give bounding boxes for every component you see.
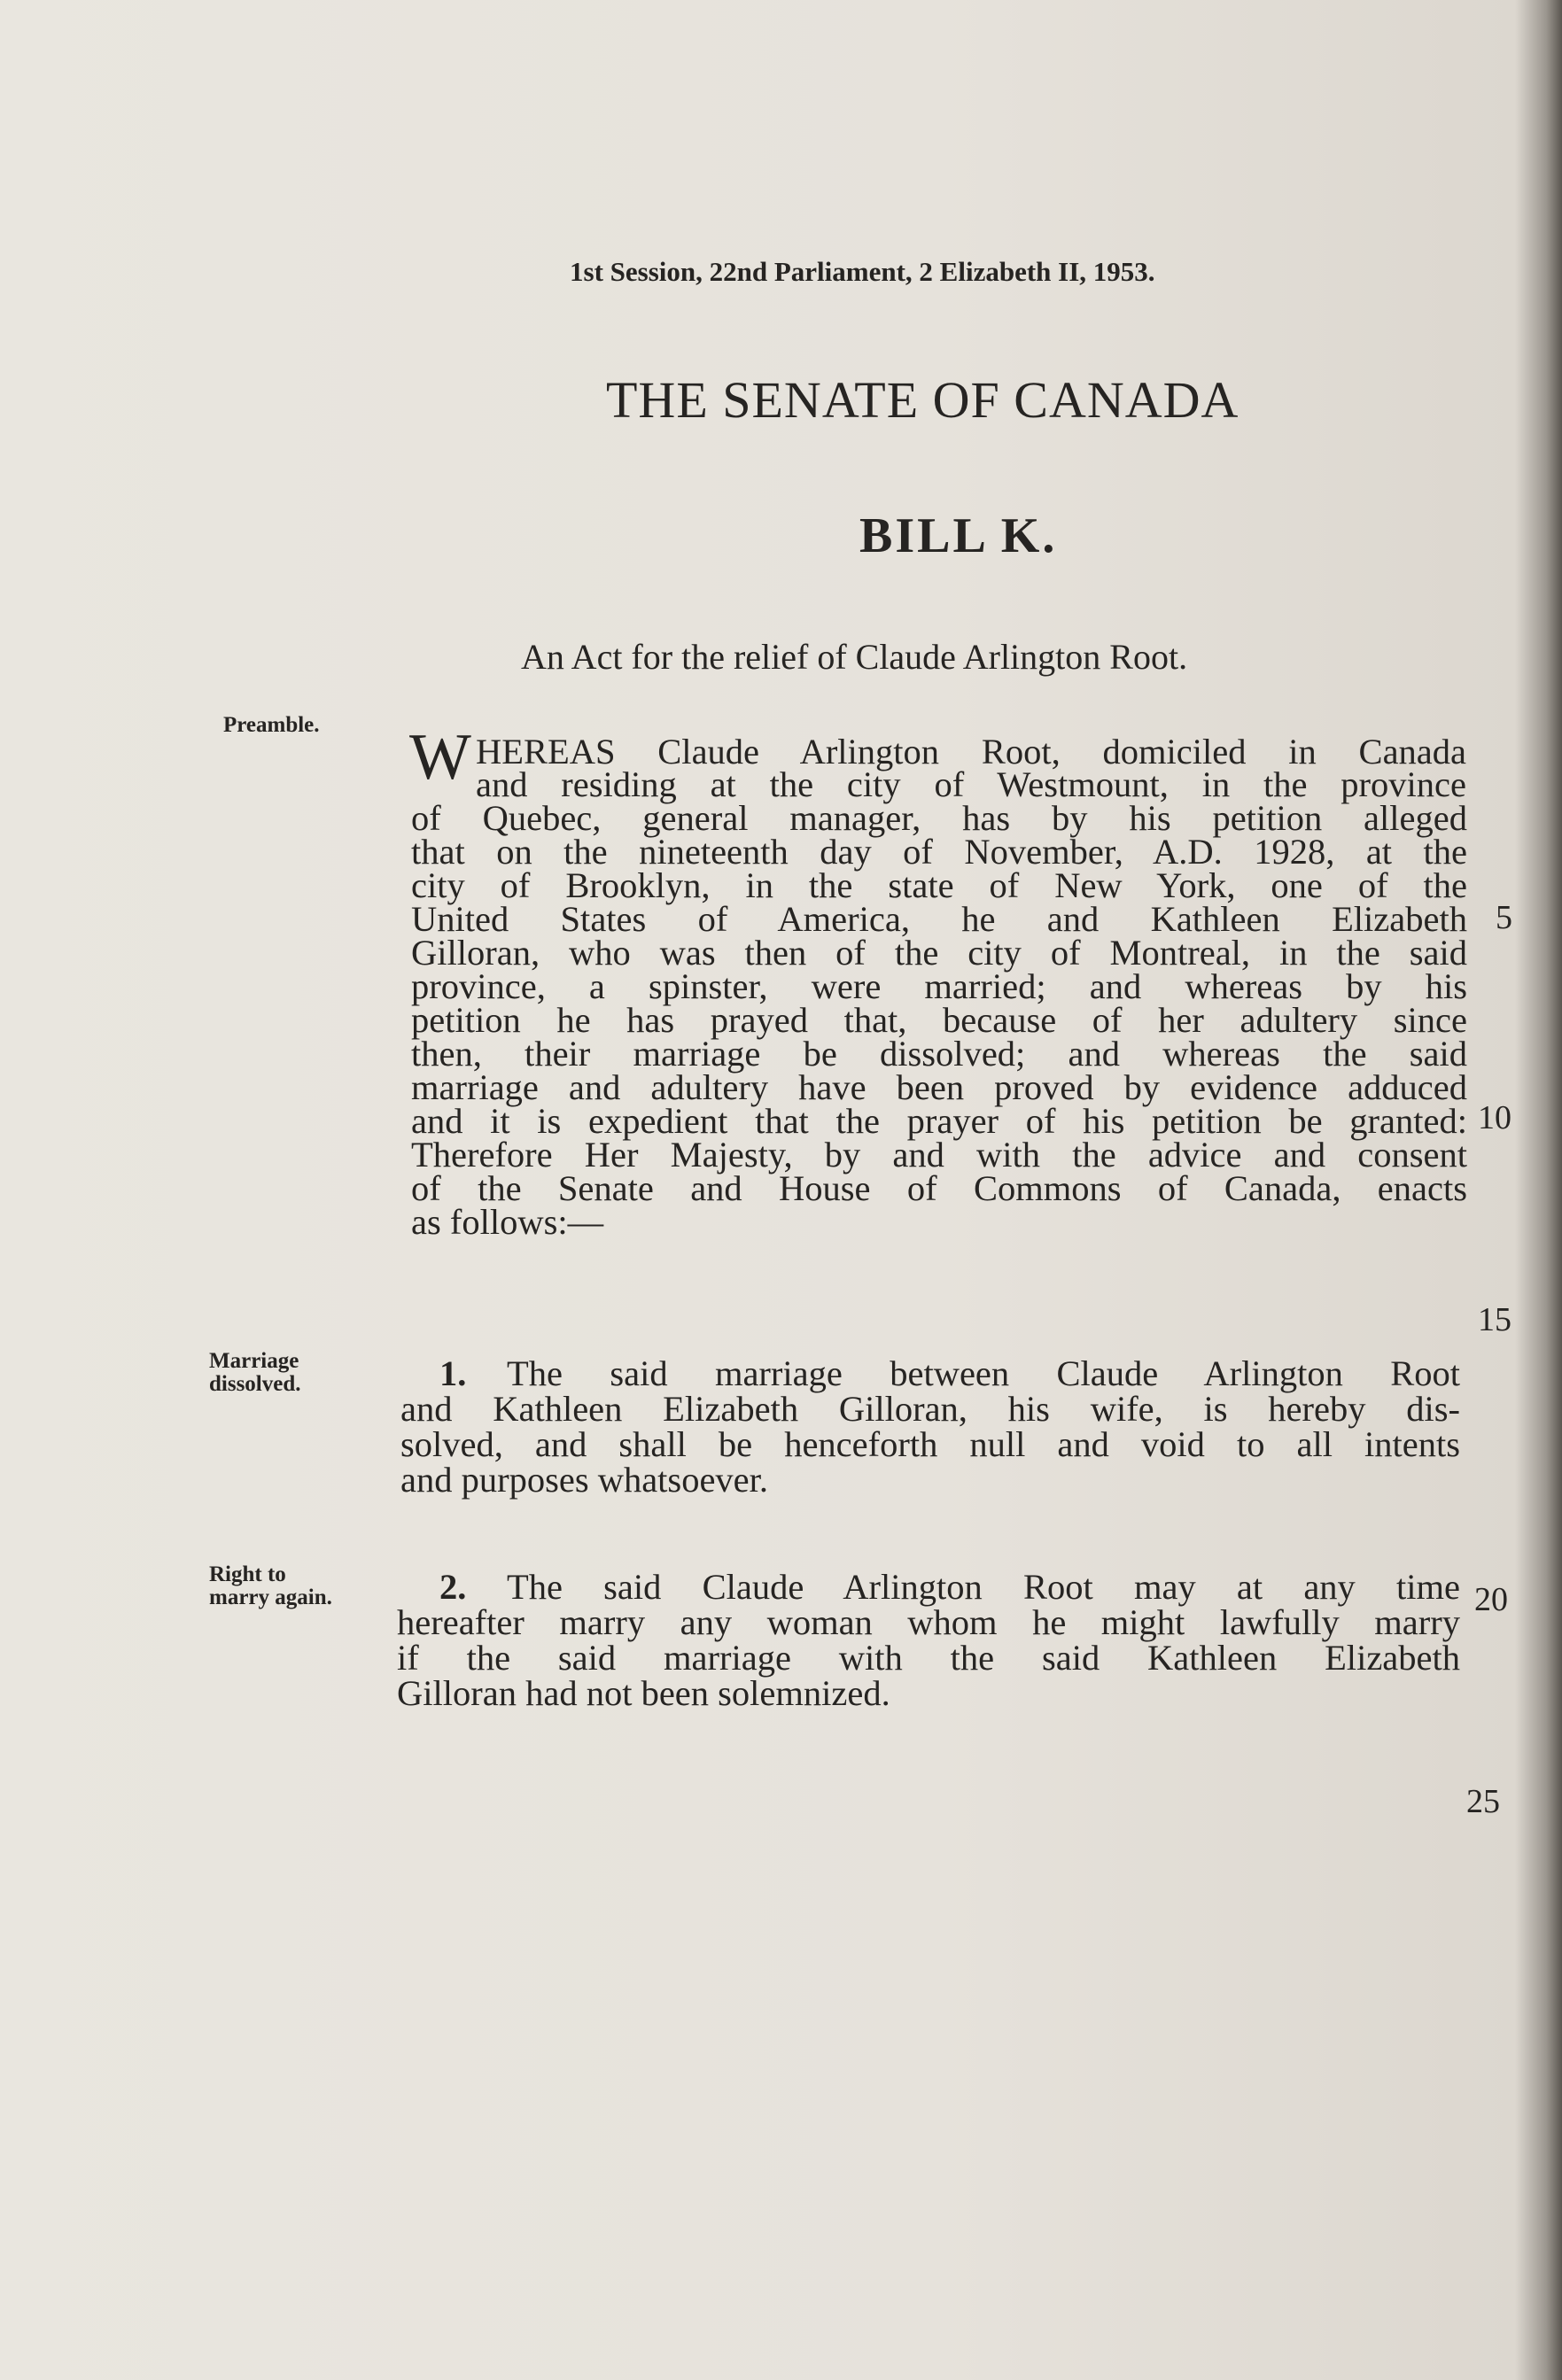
preamble-line: city of Brooklyn, in the state of New York, one of the: [411, 865, 1467, 905]
preamble-line: Therefore Her Majesty, by and with the advice and consent: [411, 1135, 1467, 1174]
preamble-line: of Quebec, general manager, has by his petition alleged: [411, 798, 1467, 838]
preamble-line: then, their marriage be dissolved; and whereas the said: [411, 1034, 1467, 1074]
section-line: and Kathleen Elizabeth Gilloran, his wife, is hereby dis-: [400, 1389, 1460, 1429]
bill-title: BILL K.: [859, 508, 1058, 563]
chamber-title: THE SENATE OF CANADA: [606, 371, 1239, 429]
preamble-line: that on the nineteenth day of November, A.D. 1928, at the: [411, 832, 1467, 872]
section-line: solved, and shall be henceforth null and void to all intents: [400, 1424, 1460, 1464]
marginal-note-right-to: Right to: [209, 1562, 286, 1586]
marginal-note-preamble: Preamble.: [223, 713, 320, 737]
line-number: 25: [1466, 1783, 1500, 1820]
act-title: An Act for the relief of Claude Arlington Root.: [521, 637, 1188, 677]
preamble-line: HEREAS Claude Arlington Root, domiciled in Canada: [476, 732, 1466, 771]
line-number: 5: [1496, 899, 1512, 936]
section-line: The said Claude Arlington Root may at any time: [507, 1567, 1460, 1607]
preamble-line: of the Senate and House of Commons of Canada, enacts: [411, 1168, 1467, 1208]
preamble-line: marriage and adultery have been proved by evidence adduced: [411, 1067, 1467, 1107]
preamble-line: and it is expedient that the prayer of his petition be granted:: [411, 1101, 1467, 1141]
preamble-line: petition he has prayed that, because of her adultery since: [411, 1000, 1467, 1040]
line-number: 20: [1474, 1581, 1508, 1618]
section-line: if the said marriage with the said Kathleen Elizabeth: [397, 1638, 1460, 1678]
section-2-number: 2.: [439, 1567, 467, 1607]
preamble-line: and residing at the city of Westmount, in the province: [476, 764, 1466, 804]
section-line: hereafter marry any woman whom he might lawfully marry: [397, 1602, 1460, 1642]
marginal-note-marriage: Marriage: [209, 1349, 299, 1373]
section-1-number: 1.: [439, 1353, 467, 1393]
section-line: The said marriage between Claude Arlington Root: [507, 1353, 1460, 1393]
preamble-line: United States of America, he and Kathleen Elizabeth: [411, 899, 1467, 939]
section-line: Gilloran had not been solemnized.: [397, 1673, 890, 1713]
session-line: 1st Session, 22nd Parliament, 2 Elizabeth II, 1953.: [570, 256, 1155, 287]
marginal-note-dissolved: dissolved.: [209, 1372, 301, 1396]
marginal-note-marry-again: marry again.: [209, 1585, 332, 1609]
preamble-line: as follows:—: [411, 1202, 604, 1242]
preamble-line: province, a spinster, were married; and whereas by his: [411, 966, 1467, 1006]
preamble-line: Gilloran, who was then of the city of Montreal, in the said: [411, 933, 1467, 973]
section-line: and purposes whatsoever.: [400, 1460, 769, 1500]
dropcap: W: [409, 721, 471, 794]
line-number: 10: [1478, 1099, 1511, 1136]
line-number: 15: [1478, 1301, 1511, 1338]
